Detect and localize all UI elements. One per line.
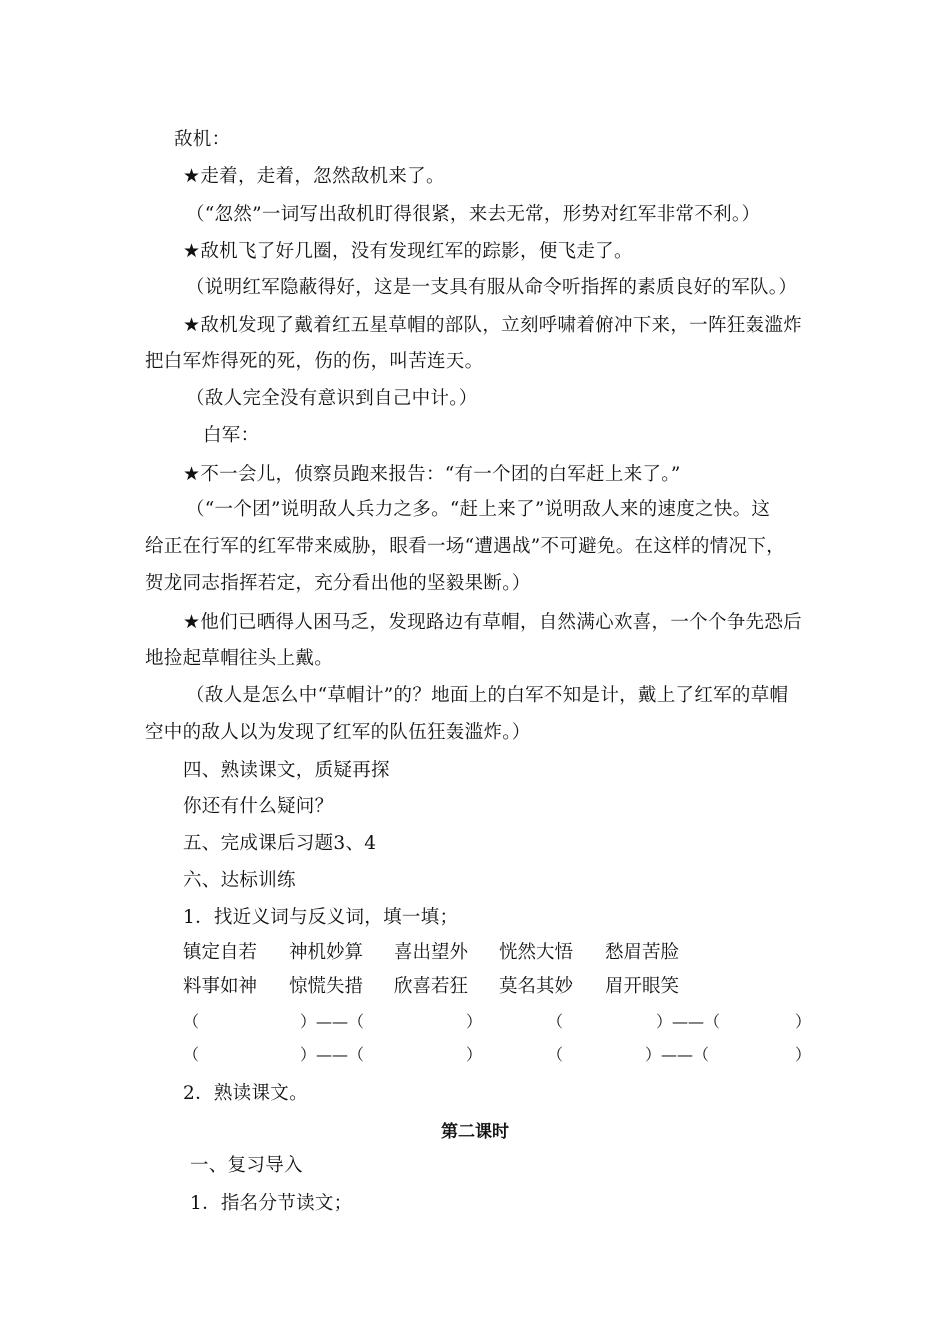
lesson-heading: 第二课时 [441,1122,509,1142]
section-heading: 五、完成课后习题3、4 [183,833,377,854]
annotation-note: （说明红军隐蔽得好，这是一支具有服从命令听指挥的素质良好的军队。） [186,277,798,298]
word-item: 喜出望外 [394,942,469,963]
blank-close: ） [466,1012,483,1031]
word-item: 欣喜若狂 [394,976,469,997]
bullet-item [183,462,681,487]
question-text: 你还有什么疑问？ [183,796,334,817]
blank-dash: ）——（ [300,1012,365,1031]
item-text: 敌机发现了戴着红五星草帽的部队，立刻呼啸着俯冲下来，一阵狂轰滥炸 [200,315,802,336]
item-continuation: 把白军炸得死的死，伤的伤，叫苦连天。 [145,351,484,372]
blank-open: （ [183,1012,200,1031]
blank-close: ） [795,1045,812,1064]
annotation-note: （敌人完全没有意识到自己中计。） [186,388,478,409]
word-item: 莫名其妙 [499,976,574,997]
star-icon: ★ [183,240,201,262]
enemy-plane-label: 敌机： [174,129,231,150]
star-icon: ★ [183,314,201,336]
item-text: 走着，走着，忽然敌机来了。 [200,166,445,187]
word-item: 神机妙算 [289,942,364,963]
annotation-continuation: 空中的敌人以为发现了红军的队伍狂轰滥炸。） [145,722,531,743]
star-icon: ★ [183,463,201,485]
bullet-item [183,313,802,338]
annotation-continuation: 贺龙同志指挥若定，充分看出他的坚毅果断。） [145,573,531,594]
word-item: 惊慌失措 [289,976,364,997]
item-continuation: 地捡起草帽往头上戴。 [145,648,334,669]
bullet-item [183,164,445,189]
annotation-note: （“忽然”一词写出敌机盯得很紧，来去无常，形势对红军非常不利。） [186,204,761,225]
annotation-continuation: 给正在行军的红军带来威胁，眼看一场“遭遇战”不可避免。在这样的情况下， [145,536,785,557]
item-text: 他们已晒得人困马乏，发现路边有草帽，自然满心欢喜，一个个争先恐后 [200,612,802,633]
word-item: 料事如神 [183,976,258,997]
star-icon: ★ [183,611,201,633]
blank-open: （ [547,1045,564,1064]
word-item: 眉开眼笑 [605,976,680,997]
blank-dash: ）——（ [656,1012,721,1031]
item-text: 不一会儿，侦察员跑来报告：“有一个团的白军赶上来了。” [200,464,681,485]
blank-open: （ [547,1012,564,1031]
blank-open: （ [183,1045,200,1064]
section-heading: 四、熟读课文，质疑再探 [183,760,390,781]
star-icon: ★ [183,165,201,187]
task-text: 2．熟读课文。 [183,1083,308,1104]
annotation-note: （敌人是怎么中“草帽计”的？地面上的白军不知是计，戴上了红军的草帽 [186,685,789,706]
word-item: 愁眉苦脸 [605,942,680,963]
section-heading: 六、达标训练 [183,870,296,891]
annotation-note: （“一个团”说明敌人兵力之多。“赶上来了”说明敌人来的速度之快。这 [186,499,771,520]
blank-close: ） [795,1012,812,1031]
word-item: 镇定自若 [183,942,258,963]
blank-dash: ）——（ [645,1045,710,1064]
item-text: 敌机飞了好几圈，没有发现红军的踪影，便飞走了。 [200,241,633,262]
word-item: 恍然大悟 [499,942,574,963]
bullet-item [183,610,802,635]
white-army-label: 白军： [203,425,260,446]
blank-close: ） [466,1045,483,1064]
task-text: 1．找近义词与反义词，填一填； [183,907,459,928]
bullet-item [183,239,633,264]
section-heading: 一、复习导入 [190,1155,303,1176]
blank-dash: ）——（ [300,1045,365,1064]
task-text: 1．指名分节读文； [190,1193,353,1214]
